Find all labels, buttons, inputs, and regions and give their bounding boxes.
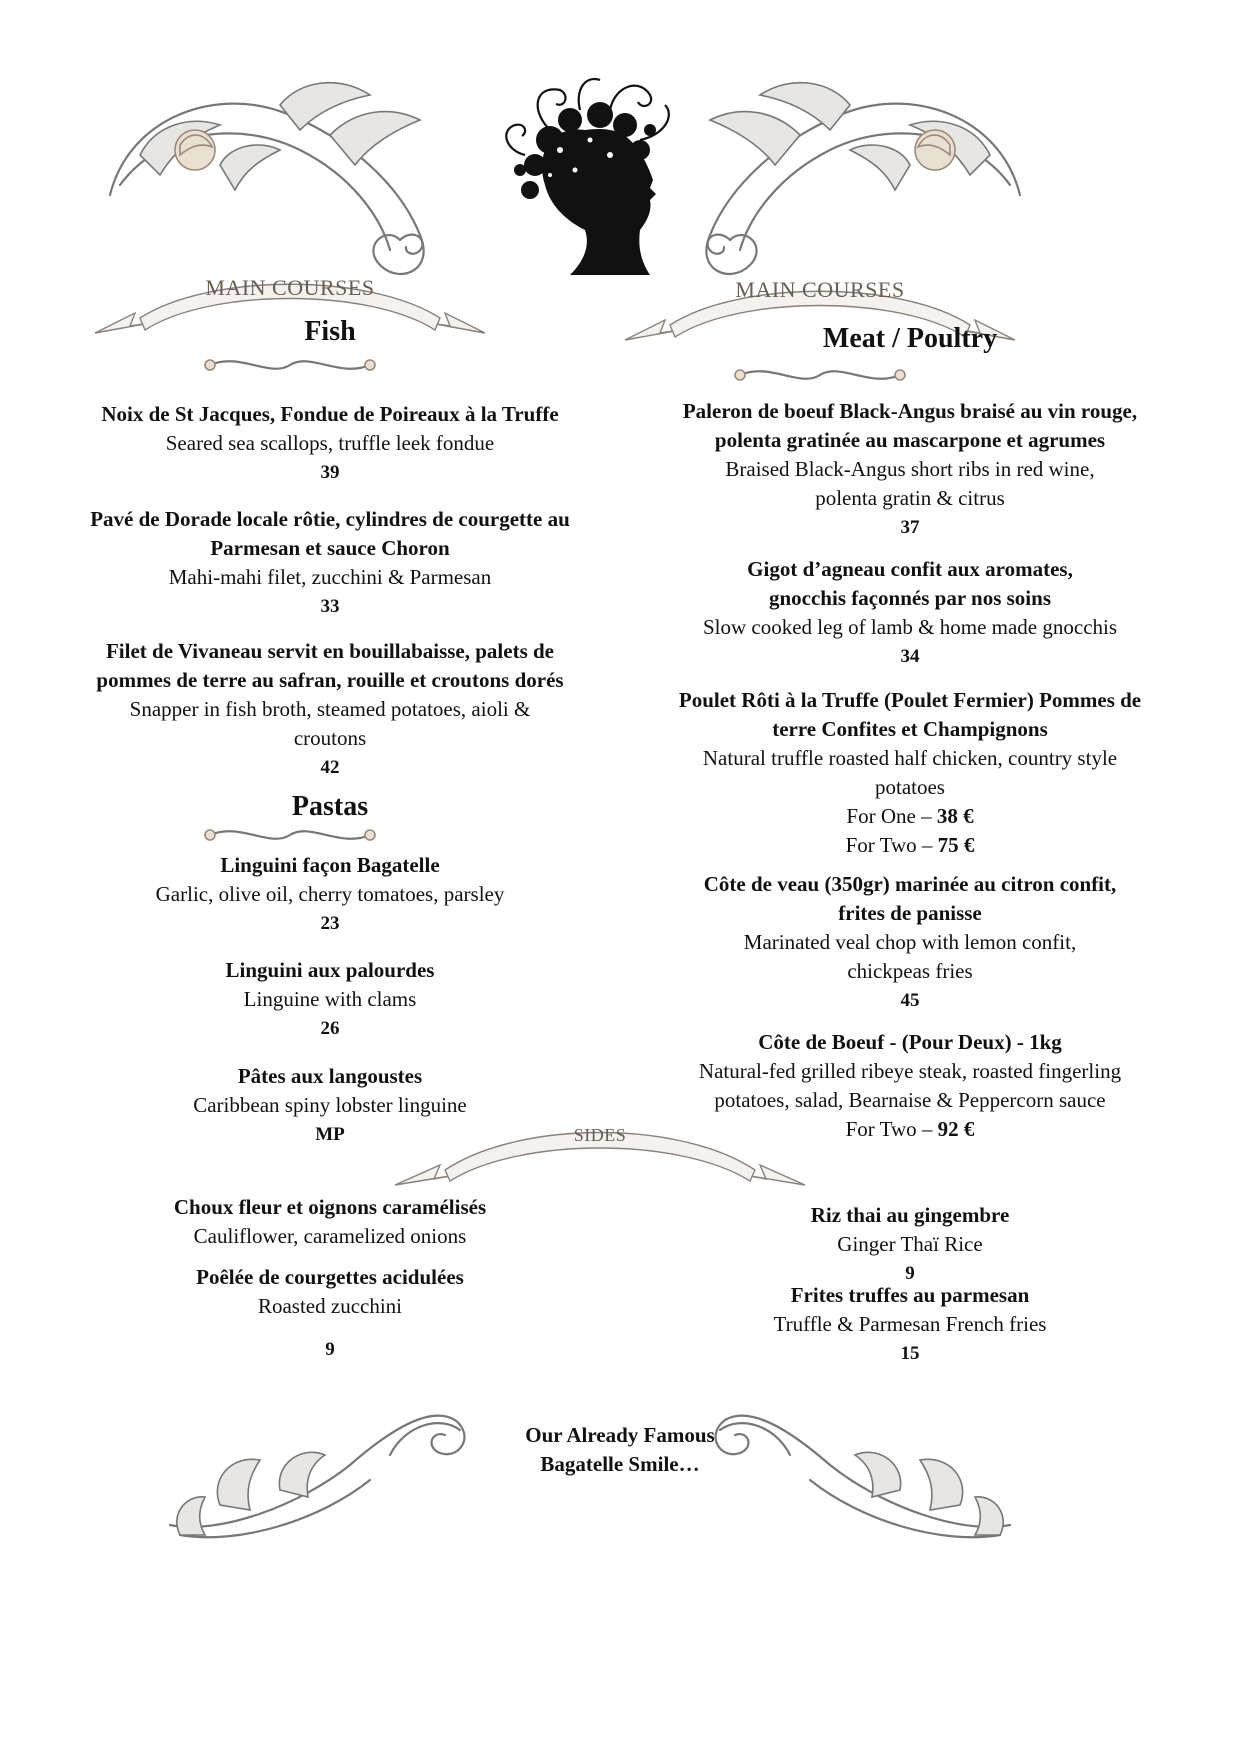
item-desc: potatoes, salad, Bearnaise & Peppercorn sauce [714, 1088, 1106, 1112]
sides-ribbon [390, 1115, 810, 1195]
item-name: Parmesan et sauce Choron [210, 536, 450, 560]
item-price: MP [315, 1124, 345, 1145]
item-name: polenta gratinée au mascarpone et agrumes [714, 428, 1106, 452]
side-item-1 [30, 1193, 630, 1251]
main-courses-banner-left: MAIN COURSES [205, 275, 375, 300]
sides-left-price [30, 1335, 630, 1364]
item-price: 39 [320, 462, 340, 483]
item-name: Choux fleur et oignons caramélisés [173, 1195, 487, 1219]
item-name: Linguini aux palourdes [225, 958, 435, 982]
item-name: Filet de Vivaneau servit en bouillabaisse, palets de [105, 639, 554, 663]
item-desc: Seared sea scallops, truffle leek fondue [165, 431, 495, 455]
item-name: Gigot d’agneau confit aux aromates, [747, 557, 1073, 581]
footer-line-2: Bagatelle Smile… [540, 1452, 700, 1476]
pasta-item-2 [30, 956, 630, 1043]
item-option-two [610, 831, 1210, 860]
item-name: Côte de Boeuf - (Pour Deux) - 1kg [758, 1030, 1062, 1054]
item-name: Frites truffes au parmesan [790, 1283, 1030, 1307]
item-desc: Ginger Thaï Rice [837, 1232, 983, 1256]
meat-item-2 [610, 555, 1210, 671]
item-name: Noix de St Jacques, Fondue de Poireaux à la Truffe [101, 402, 559, 426]
item-desc: chickpeas fries [847, 959, 973, 983]
bottom-left-scroll-ornament [160, 1385, 490, 1555]
item-desc: Caribbean spiny lobster linguine [193, 1093, 467, 1117]
woman-silhouette-logo [490, 70, 690, 280]
option-price: 75 € [937, 833, 975, 857]
top-right-scroll-ornament [650, 75, 1030, 285]
fish-flourish [200, 352, 380, 378]
side-item-3 [610, 1201, 1210, 1288]
option-price: 92 € [937, 1117, 975, 1141]
footer-line-1: Our Already Famous [525, 1423, 715, 1447]
item-name: Riz thai au gingembre [810, 1203, 1010, 1227]
item-name: Poulet Rôti à la Truffe (Poulet Fermier) Pommes de [678, 688, 1142, 712]
pasta-item-1 [30, 851, 630, 938]
item-desc: potatoes [875, 775, 945, 799]
meat-item-3 [610, 686, 1210, 860]
item-name: Poêlée de courgettes acidulées [196, 1265, 464, 1289]
item-desc: Mahi-mahi filet, zucchini & Parmesan [168, 565, 492, 589]
item-desc: Slow cooked leg of lamb & home made gnocchis [702, 615, 1118, 639]
fish-item-2 [30, 505, 630, 621]
item-desc: Linguine with clams [243, 987, 417, 1011]
item-name: pommes de terre au safran, rouille et croutons dorés [96, 668, 564, 692]
item-price: 45 [900, 990, 920, 1011]
option-label: For Two – [845, 1117, 938, 1141]
side-item-2 [30, 1263, 630, 1321]
option-label: For One – [846, 804, 937, 828]
item-price: 33 [320, 596, 340, 617]
item-price: 9 [325, 1339, 335, 1360]
item-desc: Braised Black-Angus short ribs in red wine, [725, 457, 1095, 481]
item-price: 42 [320, 757, 340, 778]
fish-category-title: Fish [304, 316, 356, 347]
item-desc: Natural truffle roasted half chicken, country style [702, 746, 1118, 770]
item-price: 9 [905, 1263, 915, 1284]
item-price: 34 [900, 646, 920, 667]
top-left-scroll-ornament [100, 75, 480, 285]
item-name: Paleron de boeuf Black-Angus braisé au vin rouge, [682, 399, 1138, 423]
meat-item-1 [610, 397, 1210, 542]
fish-section [30, 315, 630, 349]
item-name: Côte de veau (350gr) marinée au citron confit, [703, 872, 1117, 896]
item-desc: Garlic, olive oil, cherry tomatoes, parsley [155, 882, 505, 906]
pastas-flourish [200, 822, 380, 848]
option-price: 38 € [936, 804, 974, 828]
footer-tagline [470, 1421, 770, 1479]
fish-item-3 [30, 637, 630, 782]
item-name: terre Confites et Champignons [772, 717, 1048, 741]
item-price: 23 [320, 913, 340, 934]
item-price: 26 [320, 1018, 340, 1039]
item-price: 37 [900, 517, 920, 538]
item-name: frites de panisse [838, 901, 982, 925]
meat-flourish [730, 362, 910, 388]
meat-section [610, 322, 1210, 356]
item-desc: Marinated veal chop with lemon confit, [743, 930, 1077, 954]
item-name: Linguini façon Bagatelle [220, 853, 440, 877]
item-price: 15 [900, 1343, 920, 1364]
pastas-category-title: Pastas [291, 791, 369, 822]
item-name: gnocchis façonnés par nos soins [768, 586, 1051, 610]
side-item-4 [610, 1281, 1210, 1368]
pastas-section [30, 790, 630, 824]
item-name: Pavé de Dorade locale rôtie, cylindres de courgette au [90, 507, 570, 531]
item-desc: Truffle & Parmesan French fries [773, 1312, 1047, 1336]
sides-banner: SIDES [573, 1125, 627, 1145]
item-desc: Cauliflower, caramelized onions [193, 1224, 467, 1248]
item-desc: Natural-fed grilled ribeye steak, roasted fingerling [698, 1059, 1122, 1083]
fish-item-1 [30, 400, 630, 487]
item-desc: croutons [293, 726, 367, 750]
main-courses-banner-right: MAIN COURSES [735, 277, 905, 302]
item-desc: Roasted zucchini [257, 1294, 403, 1318]
item-option-one [610, 802, 1210, 831]
meat-item-4 [610, 870, 1210, 1015]
item-name: Pâtes aux langoustes [237, 1064, 423, 1088]
item-desc: Snapper in fish broth, steamed potatoes, aioli & [129, 697, 531, 721]
option-label: For Two – [845, 833, 938, 857]
meat-category-title: Meat / Poultry [822, 323, 998, 354]
item-desc: polenta gratin & citrus [815, 486, 1005, 510]
